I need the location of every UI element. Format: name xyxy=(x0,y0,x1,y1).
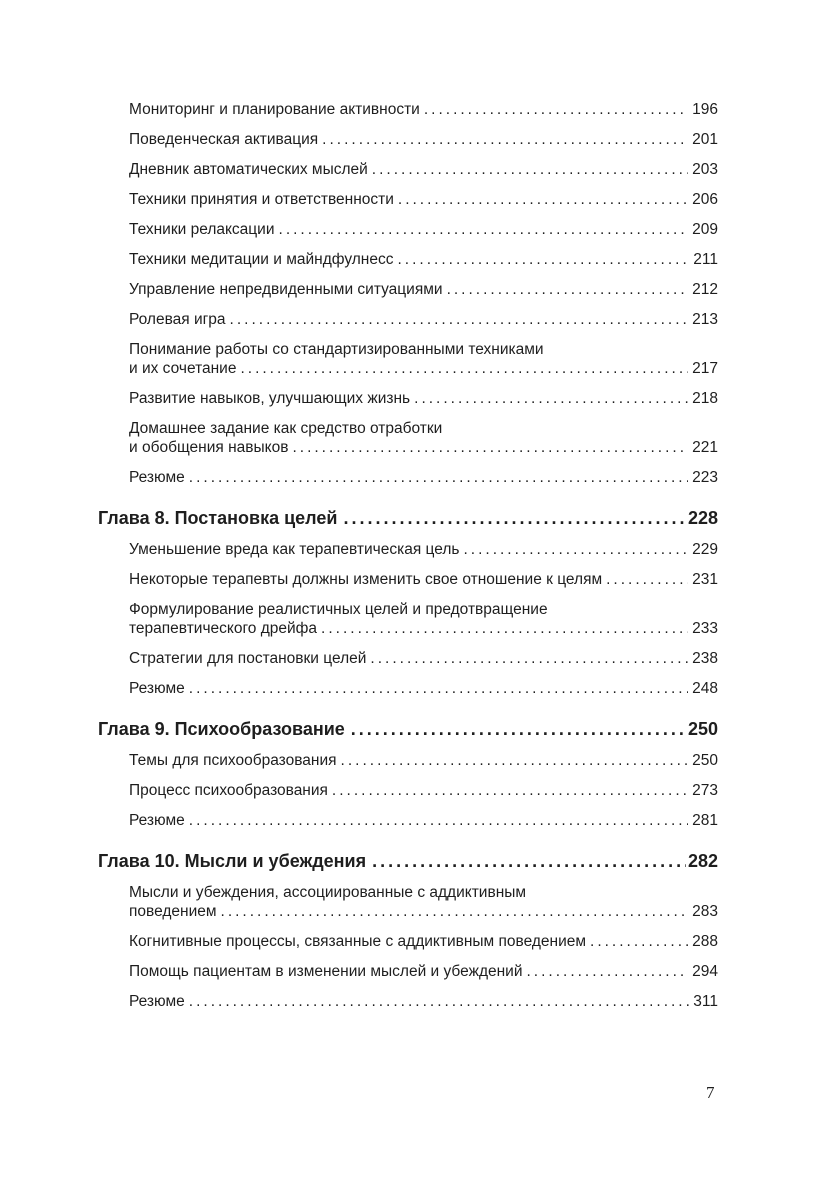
toc-entry: Темы для психообразования ..... 250 xyxy=(129,751,718,770)
toc-entry: Управление непредвиденными ситуациями ..... 212 xyxy=(129,280,718,299)
toc-section-intro xyxy=(98,100,718,487)
toc-entry: Стратегии для постановки целей ..... 238 xyxy=(129,649,718,668)
toc-entry: Помощь пациентам в изменении мыслей и убеждений ..... 294 xyxy=(129,962,718,981)
toc-entry: Ролевая игра ..... 213 xyxy=(129,310,718,329)
toc-entry: Техники релаксации ..... 209 xyxy=(129,220,718,239)
toc-chapter-8 xyxy=(98,507,718,698)
toc-chapter-10 xyxy=(98,850,718,1011)
toc-entry: Техники принятия и ответственности ..... 206 xyxy=(129,190,718,209)
table-of-contents xyxy=(98,100,718,1022)
toc-entry: Техники медитации и майндфулнесс ..... 211 xyxy=(129,250,718,269)
page-number: 7 xyxy=(706,1083,715,1102)
toc-entry: Мысли и убеждения, ассоциированные с аддиктивным поведением ..... 283 xyxy=(129,883,718,921)
toc-entry: Формулирование реалистичных целей и предотвращение терапевтического дрейфа ..... 233 xyxy=(129,600,718,638)
toc-entry: Резюме ..... 281 xyxy=(129,811,718,830)
chapter-heading: Глава 9. Психообразование ..... 250 xyxy=(98,718,718,740)
toc-entry: Понимание работы со стандартизированными техниками и их сочетание ..... 217 xyxy=(129,340,718,378)
toc-entry: Резюме ..... 223 xyxy=(129,468,718,487)
toc-entry: Когнитивные процессы, связанные с аддиктивным поведением ..... 288 xyxy=(129,932,718,951)
toc-entry: Дневник автоматических мыслей ..... 203 xyxy=(129,160,718,179)
toc-entry: Резюме ..... 311 xyxy=(129,992,718,1011)
toc-entry: Поведенческая активация ..... 201 xyxy=(129,130,718,149)
toc-entry: Уменьшение вреда как терапевтическая цель ..... 229 xyxy=(129,540,718,559)
chapter-heading: Глава 8. Постановка целей ..... 228 xyxy=(98,507,718,529)
toc-entry: Мониторинг и планирование активности ..... 196 xyxy=(129,100,718,119)
toc-entry: Развитие навыков, улучшающих жизнь ..... 218 xyxy=(129,389,718,408)
toc-chapter-9 xyxy=(98,718,718,830)
toc-entry: Некоторые терапевты должны изменить свое отношение к целям ..... 231 xyxy=(129,570,718,589)
toc-entry: Резюме ..... 248 xyxy=(129,679,718,698)
toc-entry: Домашнее задание как средство отработки и обобщения навыков ..... 221 xyxy=(129,419,718,457)
chapter-heading: Глава 10. Мысли и убеждения ..... 282 xyxy=(98,850,718,872)
toc-entry: Процесс психообразования ..... 273 xyxy=(129,781,718,800)
